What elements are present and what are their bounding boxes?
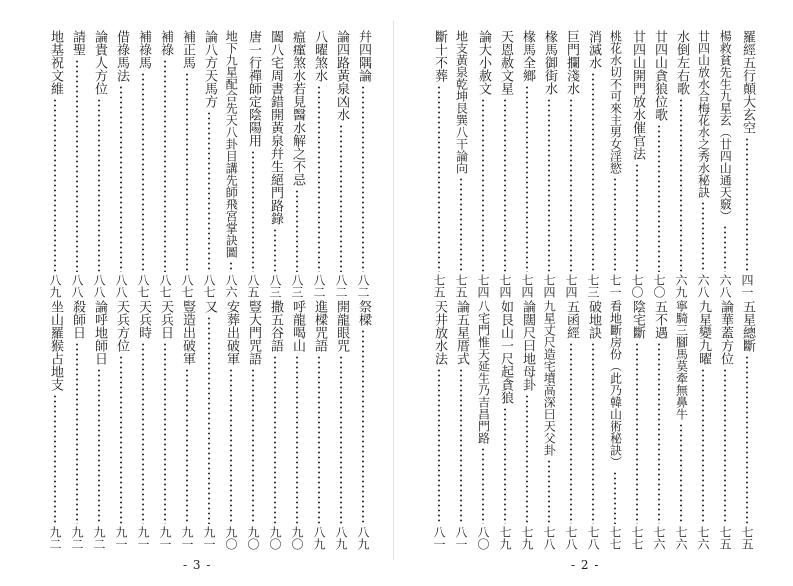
dot-leader — [636, 163, 638, 272]
entry-title: 祭樑 — [356, 300, 371, 326]
toc-entry — [627, 300, 647, 550]
entry-title: 開龍眼咒 — [334, 300, 349, 352]
toc-entry — [243, 300, 263, 550]
dot-leader — [186, 368, 188, 524]
entry-page-number: 九一 — [114, 526, 128, 550]
dot-leader — [230, 368, 232, 524]
entry-page-number: 九二 — [48, 526, 62, 550]
entry-page-number: 七五 — [718, 526, 732, 550]
toc-entry — [45, 300, 65, 550]
entry-title: 八曜煞水 — [312, 30, 327, 82]
entry-title: 楊救貧先生九星玄（廿四山通天竅） — [718, 30, 733, 222]
toc-entry — [133, 300, 153, 550]
entry-page-number: 七五 — [432, 274, 446, 298]
dot-leader — [230, 261, 232, 272]
entry-page-number: 八五 — [246, 274, 260, 298]
entry-title: 補正馬 — [180, 30, 195, 69]
entry-title: 唐一行禪師定陰陽用 — [246, 30, 261, 147]
toc-entry — [331, 300, 351, 550]
toc-row — [177, 30, 197, 550]
dot-leader — [438, 85, 440, 272]
dot-leader — [482, 98, 484, 272]
toc-row — [45, 30, 65, 550]
toc-entry — [243, 30, 263, 298]
entry-page-number: 九〇 — [224, 526, 238, 550]
entry-title: 陰宅斷 — [630, 300, 645, 339]
toc-entry — [517, 300, 537, 550]
toc-row — [331, 30, 351, 550]
dot-leader — [142, 342, 144, 524]
toc-entry — [451, 300, 471, 550]
entry-page-number: 八〇 — [476, 526, 490, 550]
toc-entry — [429, 300, 449, 550]
dot-leader — [746, 137, 748, 272]
entry-title: 幷四隅論 — [356, 30, 371, 82]
dot-leader — [362, 329, 364, 524]
entry-title: 論大小赦文 — [476, 30, 491, 95]
entry-page-number: 九〇 — [290, 526, 304, 550]
entry-title: 豎造出破軍 — [180, 300, 195, 365]
entry-page-number: 八二 — [312, 274, 326, 298]
toc-entry — [199, 300, 219, 550]
toc-entry — [715, 30, 735, 298]
toc-row — [133, 30, 153, 550]
entry-title: 補祿 — [158, 30, 173, 56]
toc-entry — [331, 30, 351, 298]
entry-title: 天井放水法 — [432, 300, 447, 365]
dot-leader — [76, 342, 78, 524]
toc-entry — [111, 300, 131, 550]
dot-leader — [120, 355, 122, 524]
toc-row — [309, 30, 329, 550]
dot-leader — [548, 98, 550, 272]
dot-leader — [98, 368, 100, 524]
toc-entry — [671, 30, 691, 298]
entry-title: 五星總斷 — [740, 300, 755, 352]
dot-leader — [362, 85, 364, 272]
dot-leader — [252, 368, 254, 524]
toc-row — [67, 30, 87, 550]
entry-title: 八宅門惟天延生乃吉昌門路 — [476, 300, 491, 444]
dot-leader — [636, 342, 638, 524]
dot-leader — [702, 201, 704, 272]
entry-page-number: 九一 — [202, 526, 216, 550]
dot-leader — [460, 177, 462, 272]
entry-title: 地下九星配合先天八卦目講先師飛宮掌訣圖 — [224, 30, 239, 258]
entry-title: 又 — [202, 300, 217, 313]
entry-page-number: 九一 — [136, 526, 150, 550]
entry-title: 瘟瘽煞水若見醫水解之不忌 — [290, 30, 305, 186]
entry-title: 椽馬全鄉 — [520, 30, 535, 82]
toc-entry — [89, 300, 109, 550]
dot-leader — [318, 355, 320, 524]
entry-page-number: 七九 — [520, 526, 534, 550]
entry-page-number: 八九 — [334, 526, 348, 550]
toc-row — [353, 30, 373, 550]
dot-leader — [274, 355, 276, 524]
toc-row — [221, 30, 241, 550]
entry-page-number: 七三 — [586, 274, 600, 298]
entry-page-number: 六八 — [696, 274, 710, 298]
dot-leader — [318, 85, 320, 272]
toc-entry — [89, 30, 109, 298]
entry-page-number: 七四 — [542, 274, 556, 298]
page-number: - 2 - — [571, 558, 600, 572]
entry-page-number: 七九 — [498, 526, 512, 550]
toc-entry — [451, 30, 471, 298]
toc-entry — [177, 30, 197, 298]
dot-leader — [680, 423, 682, 524]
entry-title: 補祿馬 — [136, 30, 151, 69]
entry-title: 水倒左右歌 — [674, 30, 689, 95]
toc-row — [671, 30, 691, 550]
page-number: - 3 - — [183, 558, 212, 572]
toc-entry — [495, 300, 515, 550]
entry-title: 天兵時 — [136, 300, 151, 339]
entry-title: 巨門攔淺水 — [564, 30, 579, 95]
entry-title: 羅經五行顛大玄空 — [740, 30, 755, 134]
toc-row — [429, 30, 449, 550]
toc-row — [451, 30, 471, 550]
entry-page-number: 九一 — [158, 526, 172, 550]
entry-page-number: 八八 — [70, 274, 84, 298]
entry-title: 地基祝文維 — [48, 30, 63, 95]
entry-page-number: 七八 — [586, 526, 600, 550]
dot-leader — [98, 98, 100, 272]
toc-entry — [353, 300, 373, 550]
dot-leader — [438, 368, 440, 524]
dot-leader — [460, 368, 462, 524]
entry-title: 寧騎三腳馬莫牽無鼻牛 — [674, 300, 689, 420]
toc-entry — [605, 300, 625, 550]
entry-title: 天兵方位 — [114, 300, 129, 352]
entry-page-number: 六八 — [718, 274, 732, 298]
entry-title: 論八方天馬方 — [202, 30, 217, 108]
entry-title: 論五星厝式 — [454, 300, 469, 365]
dot-leader — [340, 355, 342, 524]
toc-entry — [67, 30, 87, 298]
right-page — [397, 0, 793, 586]
entry-page-number: 七五 — [740, 526, 754, 550]
dot-leader — [570, 98, 572, 272]
dot-leader — [482, 447, 484, 524]
entry-title: 廿四山放水合梅花水之秀水秘訣 — [696, 30, 711, 198]
toc-row — [583, 30, 603, 550]
dot-leader — [504, 407, 506, 524]
toc-entry — [583, 30, 603, 298]
toc-row — [243, 30, 263, 550]
entry-title: 論呼地師日 — [92, 300, 107, 365]
entry-title: 五不遇 — [652, 300, 667, 339]
entry-title: 廿四山開門放水催官法 — [630, 30, 645, 160]
dot-leader — [548, 459, 550, 524]
toc-entry — [429, 30, 449, 298]
entry-page-number: 七四 — [476, 274, 490, 298]
dot-leader — [570, 342, 572, 524]
toc-row — [155, 30, 175, 550]
toc-row — [605, 30, 625, 550]
toc-entry — [671, 300, 691, 550]
entry-title: 五函經 — [564, 300, 579, 339]
entry-title: 撒五谷語 — [268, 300, 283, 352]
entry-title: 論華蓋方位 — [718, 300, 733, 365]
toc-entry — [715, 300, 735, 550]
entry-title: 消滅水 — [586, 30, 601, 69]
toc-entry — [495, 30, 515, 298]
entry-title: 豎大門咒語 — [246, 300, 261, 365]
dot-leader — [54, 394, 56, 524]
toc-row — [265, 30, 285, 550]
dot-leader — [54, 98, 56, 272]
dot-leader — [680, 98, 682, 272]
entry-title: 九星丈尺造宅墳高深曰天父卦 — [542, 300, 557, 456]
toc-entry — [265, 300, 285, 550]
toc-entry — [649, 300, 669, 550]
entry-title: 桃花水切不可來主男女淫慾 — [608, 30, 623, 174]
entry-page-number: 七八 — [542, 526, 556, 550]
toc-row — [737, 30, 757, 550]
entry-page-number: 八六 — [224, 274, 238, 298]
entry-title: 天兵日 — [158, 300, 173, 339]
toc-entry — [561, 30, 581, 298]
toc-entry — [155, 300, 175, 550]
toc-entry — [287, 300, 307, 550]
entry-page-number: 七八 — [564, 526, 578, 550]
entry-title: 天恩赦文星 — [498, 30, 513, 95]
entry-title: 如艮山一尺起貪狼 — [498, 300, 513, 404]
dot-leader — [526, 394, 528, 524]
dot-leader — [746, 355, 748, 524]
toc-entry — [353, 30, 373, 298]
entry-title: 借祿馬法 — [114, 30, 129, 82]
entry-page-number: 七五 — [454, 274, 468, 298]
dot-leader — [186, 72, 188, 272]
entry-page-number: 八一 — [454, 526, 468, 550]
dot-leader — [208, 111, 210, 272]
toc-row — [287, 30, 307, 550]
entry-title: 闔八宅周書錯開黃泉幷生絕門路錄 — [268, 30, 283, 225]
entry-title: 呼龍喝山 — [290, 300, 305, 352]
dot-leader — [252, 150, 254, 272]
toc-row — [517, 30, 537, 550]
toc-row — [715, 30, 735, 550]
dot-leader — [120, 85, 122, 272]
toc-entry — [473, 300, 493, 550]
dot-leader — [142, 72, 144, 272]
entry-page-number: 七六 — [652, 526, 666, 550]
toc-entry — [155, 30, 175, 298]
toc-entry — [111, 30, 131, 298]
toc-entry — [473, 30, 493, 298]
entry-page-number: 七〇 — [652, 274, 666, 298]
toc-row — [473, 30, 493, 550]
entry-title: 論貴人方位 — [92, 30, 107, 95]
dot-leader — [164, 342, 166, 524]
dot-leader — [614, 177, 616, 272]
entry-page-number: 七六 — [674, 526, 688, 550]
toc-entry — [221, 300, 241, 550]
entry-page-number: 六九 — [674, 274, 688, 298]
entry-title: 破地訣 — [586, 300, 601, 339]
entry-title: 看地斷房份（此乃韓山術秘訣） — [608, 300, 623, 468]
toc-entry — [539, 30, 559, 298]
entry-title: 斷十不葬 — [432, 30, 447, 82]
toc-row — [89, 30, 109, 550]
entry-title: 九星變九曜 — [696, 300, 711, 365]
entry-page-number: 八一 — [432, 526, 446, 550]
dot-leader — [208, 316, 210, 524]
entry-title: 論闊尺曰地母卦 — [520, 300, 535, 391]
dot-leader — [614, 471, 616, 524]
entry-title: 殺師日 — [70, 300, 85, 339]
dot-leader — [76, 59, 78, 272]
entry-page-number: 九〇 — [268, 526, 282, 550]
entry-title: 椽馬御街水 — [542, 30, 557, 95]
entry-page-number: 八三 — [290, 274, 304, 298]
dot-leader — [296, 355, 298, 524]
entry-page-number: 七四 — [520, 274, 534, 298]
entry-page-number: 九二 — [92, 526, 106, 550]
toc-entry — [693, 30, 713, 298]
entry-page-number: 七〇 — [630, 274, 644, 298]
toc-entry — [67, 300, 87, 550]
entry-page-number: 九〇 — [246, 526, 260, 550]
dot-leader — [592, 72, 594, 272]
entry-title: 論四路黃泉凶水 — [334, 30, 349, 121]
entry-page-number: 八九 — [312, 526, 326, 550]
toc-row — [627, 30, 647, 550]
entry-page-number: 八八 — [92, 274, 106, 298]
toc-row — [649, 30, 669, 550]
toc-entry — [177, 300, 197, 550]
toc-entry — [649, 30, 669, 298]
toc-entry — [45, 30, 65, 298]
entry-page-number: 八九 — [48, 274, 62, 298]
toc-row — [495, 30, 515, 550]
toc-row — [693, 30, 713, 550]
toc-entry — [133, 30, 153, 298]
toc-entry — [287, 30, 307, 298]
entry-page-number: 八七 — [136, 274, 150, 298]
entry-title: 廿四山貪狼位歌 — [652, 30, 667, 121]
entry-page-number: 八二 — [334, 274, 348, 298]
page-gutter — [393, 20, 394, 560]
dot-leader — [658, 342, 660, 524]
entry-page-number: 七四 — [564, 274, 578, 298]
entry-page-number: 八九 — [356, 526, 370, 550]
toc-entry — [627, 30, 647, 298]
entry-page-number: 九一 — [180, 526, 194, 550]
dot-leader — [592, 342, 594, 524]
toc-entry — [221, 30, 241, 298]
entry-page-number: 八二 — [356, 274, 370, 298]
toc-entry — [517, 30, 537, 298]
entry-page-number: 八八 — [114, 274, 128, 298]
dot-leader — [164, 59, 166, 272]
left-page — [0, 0, 396, 586]
dot-leader — [274, 228, 276, 272]
toc-entry — [737, 30, 757, 298]
toc-row — [199, 30, 219, 550]
entry-title: 請聖 — [70, 30, 85, 56]
toc-row — [111, 30, 131, 550]
toc-entry — [309, 30, 329, 298]
toc-entry — [199, 30, 219, 298]
entry-page-number: 七四 — [498, 274, 512, 298]
toc-entry — [265, 30, 285, 298]
toc-entry — [561, 300, 581, 550]
entry-page-number: 四一 — [740, 274, 754, 298]
dot-leader — [724, 368, 726, 524]
entry-page-number: 七六 — [696, 526, 710, 550]
dot-leader — [658, 124, 660, 272]
toc-entry — [539, 300, 559, 550]
toc-row — [561, 30, 581, 550]
entry-title: 地支黃泉乾坤艮巽八干論向 — [454, 30, 469, 174]
dot-leader — [526, 85, 528, 272]
entry-title: 進樑咒語 — [312, 300, 327, 352]
toc-entry — [583, 300, 603, 550]
toc-entry — [309, 300, 329, 550]
entry-page-number: 九二 — [70, 526, 84, 550]
toc-entry — [693, 300, 713, 550]
dot-leader — [296, 189, 298, 272]
entry-page-number: 七一 — [608, 274, 622, 298]
toc-row — [539, 30, 559, 550]
dot-leader — [724, 225, 726, 272]
entry-page-number: 八七 — [180, 274, 194, 298]
entry-page-number: 七七 — [630, 526, 644, 550]
entry-page-number: 七七 — [608, 526, 622, 550]
toc-entry — [605, 30, 625, 298]
dot-leader — [504, 98, 506, 272]
entry-page-number: 八三 — [268, 274, 282, 298]
toc-entry — [737, 300, 757, 550]
entry-title: 安葬出破軍 — [224, 300, 239, 365]
dot-leader — [340, 124, 342, 272]
dot-leader — [702, 368, 704, 524]
entry-title: 坐山羅猴占地支 — [48, 300, 63, 391]
entry-page-number: 八七 — [158, 274, 172, 298]
entry-page-number: 八七 — [202, 274, 216, 298]
